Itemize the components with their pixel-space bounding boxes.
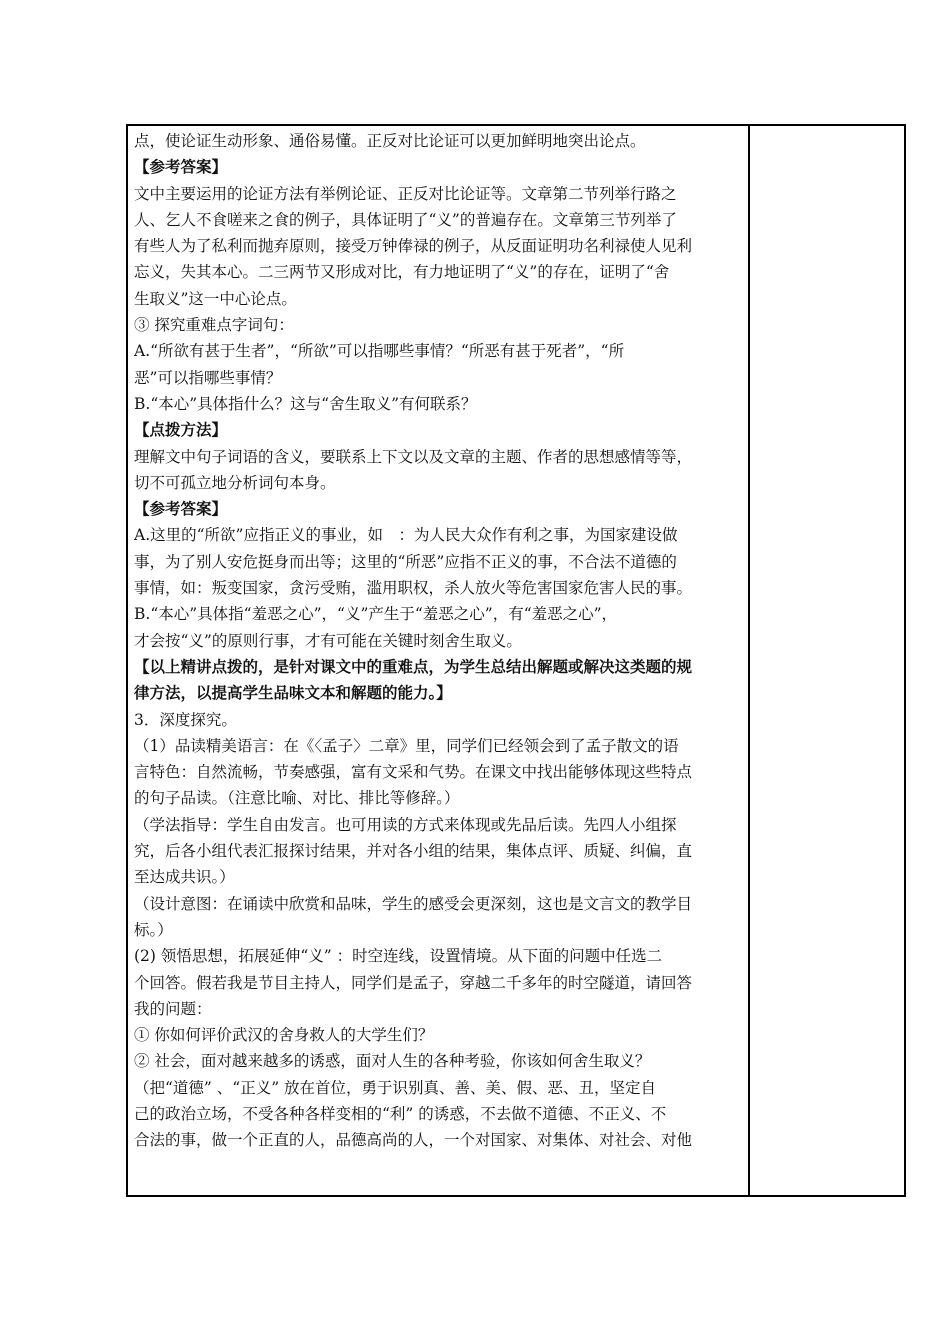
text-line: 我的问题： (134, 999, 212, 1018)
text-line: 切不可孤立地分析词句本身。 (134, 473, 336, 492)
text-line: 的句子品读。（注意比喻、对比、排比等修辞。） (134, 789, 460, 808)
text-line: A.“所欲有甚于生者”，“所欲”可以指哪些事情？“所恶有甚于死者”，“所 (134, 342, 625, 361)
text-line: 己的政治立场，不受各种各样变相的“利” 的诱惑，不去做不道德、不正义、不 (134, 1104, 667, 1123)
text-line: 【参考答案】 (134, 157, 228, 177)
text-line: ② 社会，面对越来越多的诱惑，面对人生的各种考验，你该如何舍生取义？ (134, 1052, 651, 1071)
text-line: 理解文中句子词语的含义，要联系上下文以及文章的主题、作者的思想感情等等， (134, 447, 693, 466)
text-line: 律方法，以提高学生品味文本和解题的能力。】 (134, 683, 452, 703)
content-cell (134, 128, 742, 1154)
text-line: 忘义，失其本心。二三两节又形成对比，有力地证明了“义”的存在，证明了“舍 (134, 263, 670, 282)
text-line: 标。） (134, 920, 173, 939)
text-line: ① 你如何评价武汉的舍身救人的大学生们？ (134, 1026, 434, 1045)
text-line: 3．深度探究。 (134, 710, 237, 729)
text-line: 【参考答案】 (134, 499, 228, 519)
text-line: B.“本心”具体指什么？这与“舍生取义”有何联系？ (134, 394, 477, 413)
text-line: 才会按“义”的原则行事，才有可能在关键时刻舍生取义。 (134, 631, 522, 650)
text-line: 文中主要运用的论证方法有举例论证、正反对比论证等。文章第二节列举行路之 (134, 184, 677, 203)
notes-cell (750, 126, 904, 1195)
text-line: A.这里的“所欲”应指正义的事业，如 ：为人民大众作有利之事，为国家建设做 (134, 526, 678, 545)
text-line: 个回答。假若我是节目主持人，同学们是孟子，穿越二千多年的时空隧道，请回答 (134, 973, 693, 992)
text-line: ③ 探究重难点字词句： (134, 316, 294, 335)
text-line: 生取义”这一中心论点。 (134, 289, 297, 308)
lesson-table (126, 124, 906, 1197)
text-line: 事，为了别人安危挺身而出等；这里的“所恶”应指不正义的事，不合法不道德的 (134, 552, 677, 571)
text-line: (2) 领悟思想，拓展延伸“义” ：时空连线，设置情境。从下面的问题中任选二 (134, 947, 663, 966)
text-line: 至达成共识。） (134, 868, 235, 887)
text-line: 【以上精讲点拨的，是针对课文中的重难点，为学生总结出解题或解决这类题的规 (134, 656, 693, 676)
text-line: 究，后各小组代表汇报探讨结果，并对各小组的结果，集体点评、质疑、纠偏，直 (134, 842, 693, 861)
text-line: （把“道德” 、“正义” 放在首位，勇于识别真、善、美、假、恶、丑，坚定自 (134, 1078, 657, 1097)
text-line: 点，使论证生动形象、通俗易懂。正反对比论证可以更加鲜明地突出论点。 (134, 132, 646, 150)
text-line: （设计意图：在诵读中欣赏和品味，学生的感受会更深刻，这也是文言文的教学目 (134, 894, 693, 913)
text-line: 恶”可以指哪些事情？ (134, 368, 282, 387)
text-line: 有些人为了私利而抛弃原则，接受万钟俸禄的例子，从反面证明功名利禄使人见利 (134, 237, 693, 256)
text-line: 人、乞人不食嗟来之食的例子，具体证明了“义”的普遍存在。文章第三节列举了 (134, 210, 677, 229)
text-line: 合法的事，做一个正直的人，品德高尚的人，一个对国家、对集体、对社会、对他 (134, 1131, 693, 1150)
text-line: 事情，如：叛变国家，贪污受贿，滥用职权，杀人放火等危害国家危害人民的事。 (134, 579, 693, 598)
text-line: （1）品读精美语言：在《〈孟子〉二章》里，同学们已经领会到了孟子散文的语 (134, 736, 679, 755)
text-line: （学法指导：学生自由发言。也可用读的方式来体现或先品后读。先四人小组探 (134, 815, 677, 834)
text-line: B.“本心”具体指“羞恶之心”，“义”产生于“羞恶之心”，有“羞恶之心”， (134, 605, 618, 624)
text-line: 【点拨方法】 (134, 420, 228, 440)
text-line: 言特色：自然流畅，节奏感强，富有文采和气势。在课文中找出能够体现这些特点 (134, 763, 693, 782)
